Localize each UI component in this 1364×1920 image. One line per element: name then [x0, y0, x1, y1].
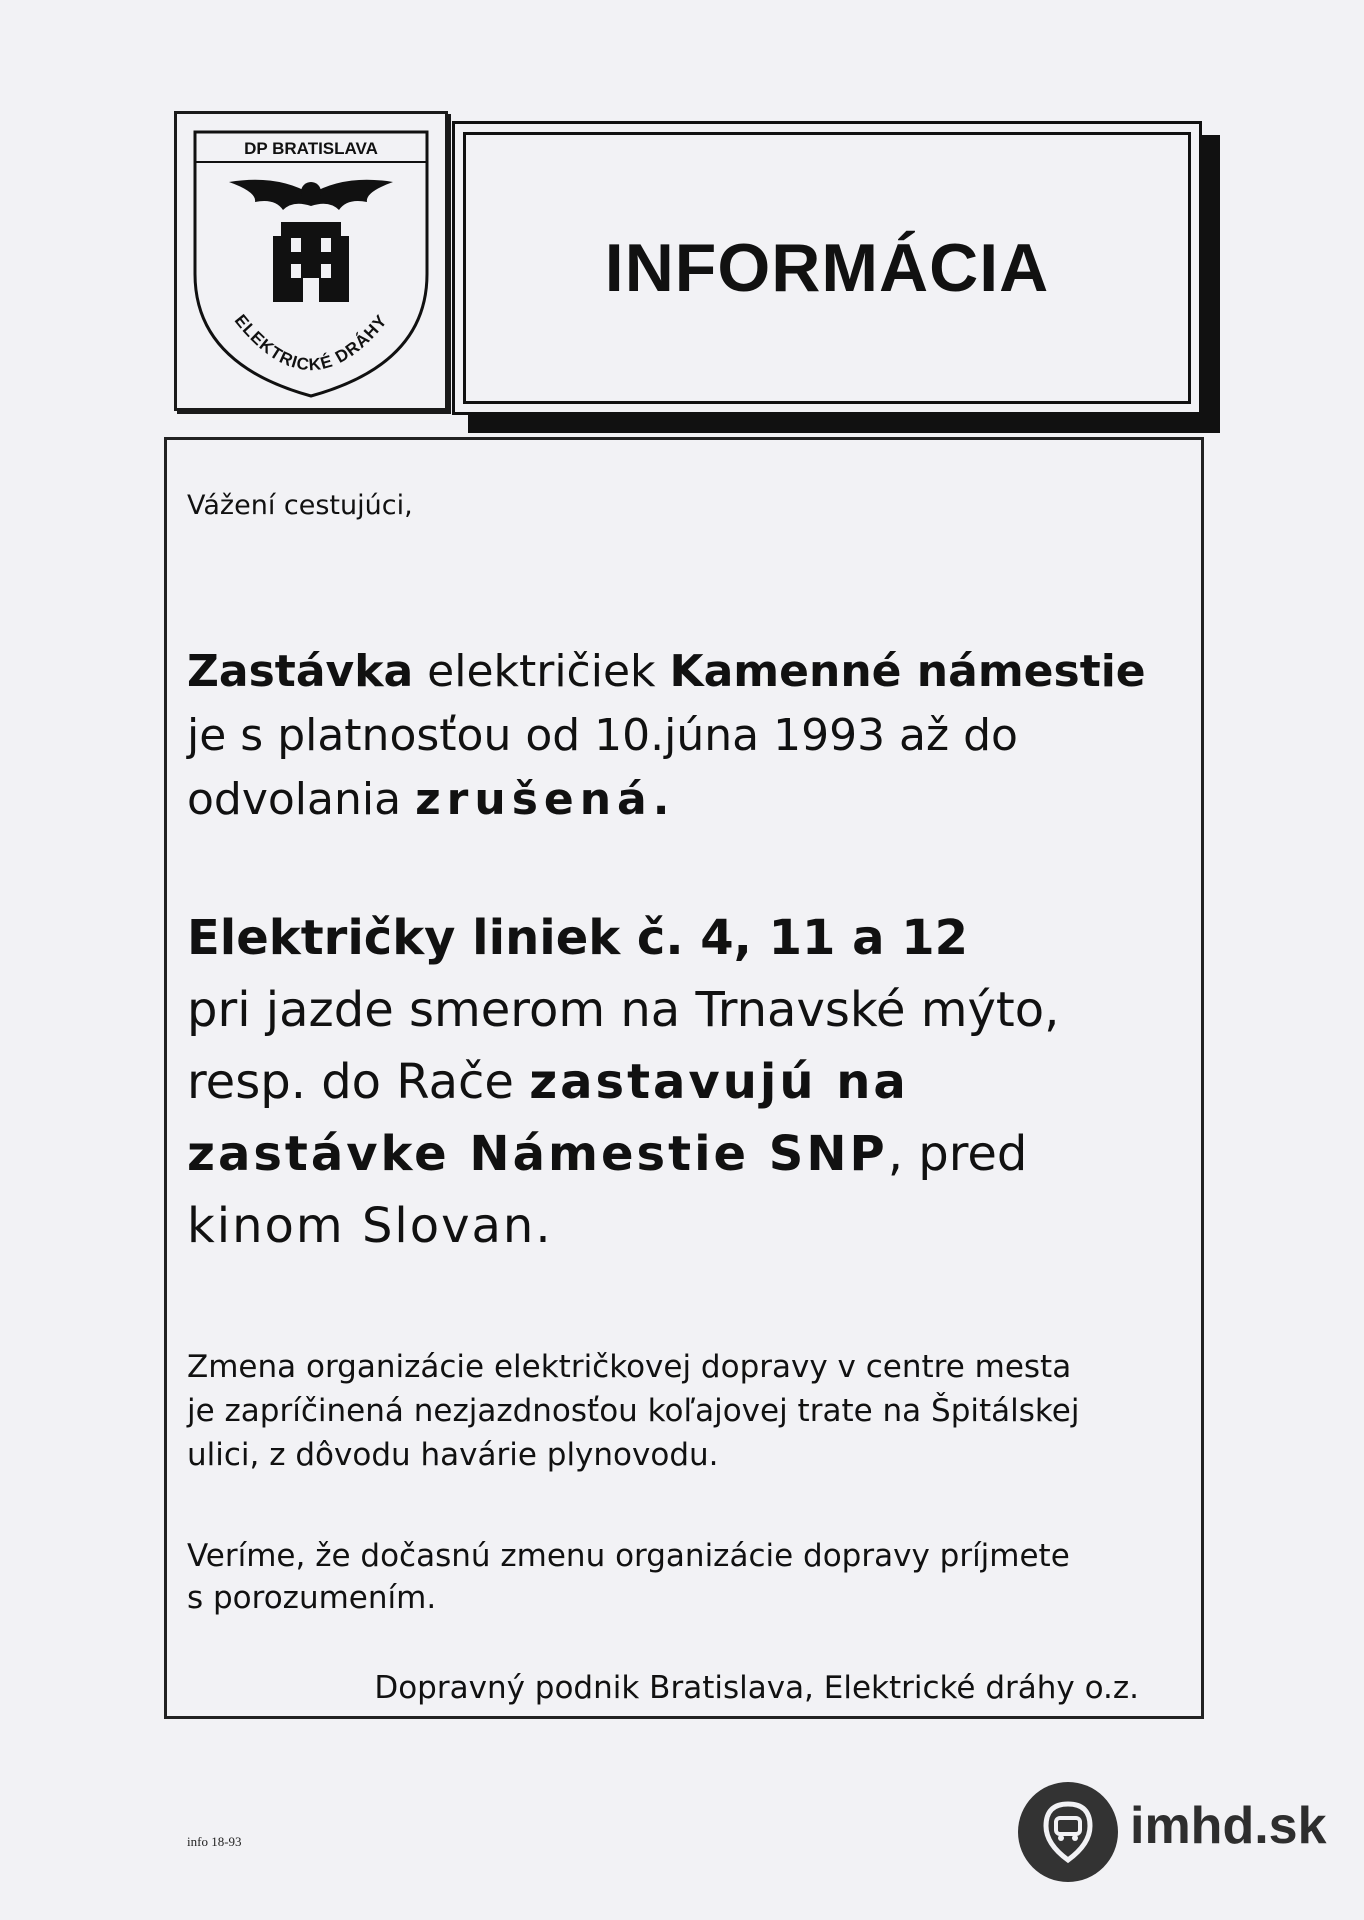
tram-lines-line-3: resp. do Rače zastavujú na	[187, 1054, 909, 1110]
brand-name: imhd.sk	[1130, 1797, 1327, 1855]
paragraph-thanks	[187, 1535, 1070, 1619]
paragraph-stop-closure	[187, 640, 1146, 832]
closure-line-3: odvolania zrušená.	[187, 774, 676, 825]
tram-pin-icon	[1018, 1782, 1118, 1882]
tram-lines-heading: Električky liniek č. 4, 11 a 12	[187, 910, 969, 966]
eagle-castle-crest-icon	[177, 114, 445, 408]
tram-lines-line-5: kinom Slovan.	[187, 1198, 553, 1254]
greeting: Vážení cestujúci,	[187, 490, 413, 521]
closure-line-2: je s platnosťou od 10.júna 1993 až do	[187, 710, 1018, 761]
closure-line-1: Zastávka električiek Kamenné námestie	[187, 646, 1146, 697]
signature: Dopravný podnik Bratislava, Elektrické dráhy o.z.	[374, 1670, 1139, 1706]
imhd-brand[interactable]	[1018, 1782, 1338, 1882]
tram-lines-line-4: zastávke Námestie SNP, pred	[187, 1126, 1028, 1182]
logo-arc-text: ELEKTRICKÉ DRÁHY	[230, 310, 392, 375]
logo-top-text: DP BRATISLAVA	[244, 139, 378, 158]
paragraph-reason	[187, 1345, 1079, 1477]
dp-bratislava-logo	[174, 111, 448, 411]
tram-lines-line-2: pri jazde smerom na Trnavské mýto,	[187, 982, 1060, 1038]
page-title: INFORMÁCIA	[604, 230, 1050, 306]
thanks-line-2: s porozumením.	[187, 1580, 437, 1616]
thanks-line-1: Veríme, že dočasnú zmenu organizácie dopravy príjmete	[187, 1538, 1070, 1574]
title-inner-frame	[463, 132, 1191, 404]
reason-line-3: ulici, z dôvodu havárie plynovodu.	[187, 1437, 719, 1473]
notice-body	[164, 437, 1204, 1719]
reason-line-1: Zmena organizácie električkovej dopravy v centre mesta	[187, 1349, 1072, 1385]
document-code: info 18-93	[187, 1834, 242, 1849]
title-frame	[452, 121, 1202, 415]
reason-line-2: je zapríčinená nezjazdnosťou koľajovej trate na Špitálskej	[187, 1393, 1080, 1429]
paragraph-tram-lines	[187, 902, 1059, 1262]
